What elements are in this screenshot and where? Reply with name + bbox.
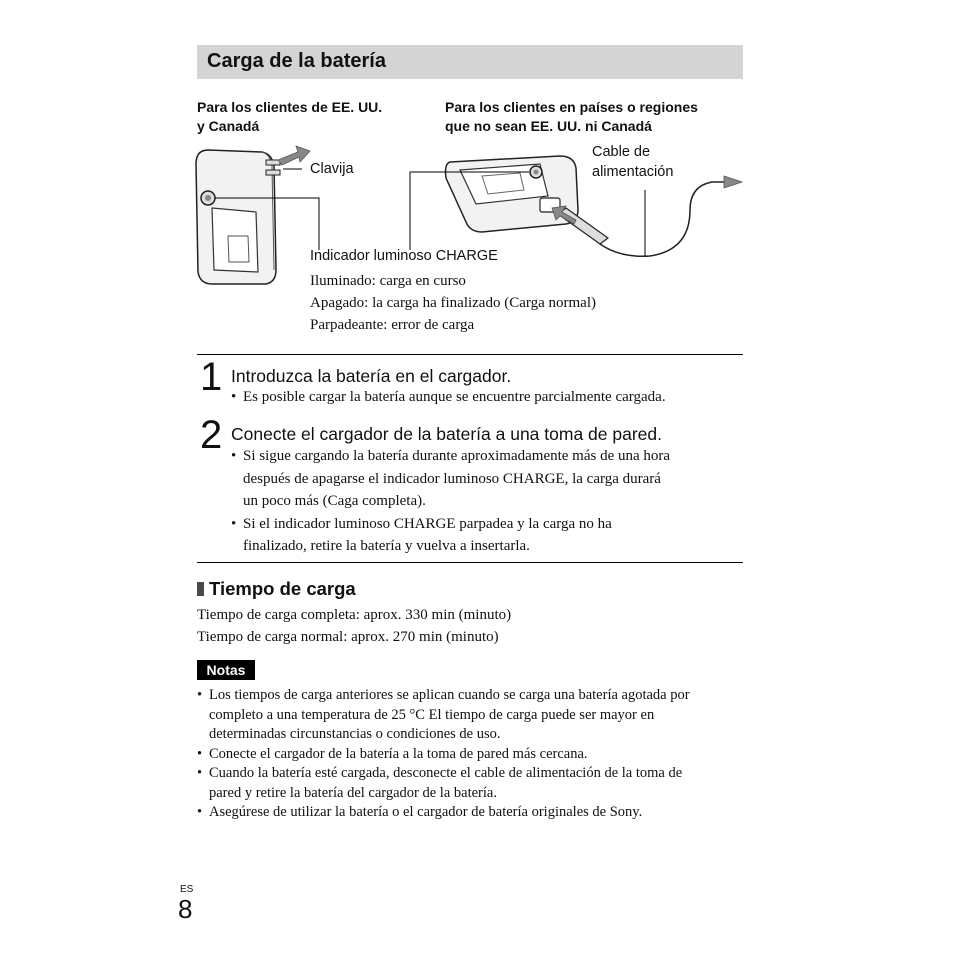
bullet-glyph: •	[231, 448, 237, 464]
page-title: Carga de la batería	[207, 50, 386, 72]
divider	[197, 562, 743, 563]
section-heading: Tiempo de carga	[209, 578, 356, 599]
charge-time-list	[197, 604, 511, 648]
note-line: determinadas circunstancias o condiciones de uso.	[209, 726, 501, 742]
bullet-text	[243, 386, 666, 409]
bullet-glyph: •	[197, 745, 203, 762]
power-cable-label-line: Cable de	[592, 144, 651, 160]
region-heading-line: Para los clientes de EE. UU.	[197, 99, 383, 115]
step-number: 2	[200, 413, 223, 457]
power-cable-label-line: alimentación	[592, 164, 674, 180]
bullet-item	[231, 513, 743, 558]
desktop-charger-icon	[410, 156, 742, 256]
bullet-line: después de apagarse el indicador luminoso CHARGE, la carga durará	[243, 470, 661, 487]
divider	[197, 354, 743, 355]
bullet-text	[243, 513, 612, 558]
note-line: completo a una temperatura de 25 °C El tiempo de carga puede ser mayor en	[209, 706, 655, 723]
bullet-glyph: •	[231, 389, 237, 405]
step-bullets	[231, 386, 743, 409]
bullet-glyph: •	[231, 515, 237, 532]
bullet-line: un poco más (Caga completa).	[243, 493, 426, 509]
bullet-glyph: •	[197, 804, 203, 820]
charge-time-line: Tiempo de carga normal: aprox. 270 min (minuto)	[197, 629, 499, 645]
bullet-text	[243, 445, 670, 513]
status-line: Apagado: la carga ha finalizado (Carga normal)	[310, 295, 596, 311]
note-item	[197, 764, 749, 803]
note-line: Conecte el cargador de la batería a la toma de pared más cercana.	[209, 745, 588, 762]
page-number: 8	[178, 894, 193, 924]
status-line: Parpadeante: error de carga	[310, 317, 475, 333]
note-text	[209, 764, 682, 803]
bullet-line: Si el indicador luminoso CHARGE parpadea y la carga no ha	[243, 515, 612, 532]
bullet-glyph: •	[197, 687, 203, 703]
note-line: Los tiempos de carga anteriores se aplican cuando se carga una batería agotada por	[209, 687, 690, 703]
wall-charger-icon	[196, 146, 319, 284]
note-line: pared y retire la batería del cargador de la batería.	[209, 784, 497, 801]
bullet-line: finalizado, retire la batería y vuelva a insertarla.	[243, 538, 530, 554]
note-text	[209, 803, 642, 823]
notes-badge: Notas	[197, 660, 255, 680]
note-text	[209, 745, 588, 765]
charge-time-line: Tiempo de carga completa: aprox. 330 min (minuto)	[197, 607, 512, 623]
note-item	[197, 803, 749, 823]
step-bullets	[231, 445, 743, 558]
status-line: Iluminado: carga en curso	[310, 273, 466, 289]
section-marker-icon	[197, 582, 204, 596]
notes-list	[197, 686, 749, 823]
bullet-line: Es posible cargar la batería aunque se encuentre parcialmente cargada.	[243, 389, 666, 405]
bullet-line: Si sigue cargando la batería durante aproximadamente más de una hora	[243, 448, 671, 464]
note-item	[197, 745, 749, 765]
indicator-status-list	[310, 270, 596, 336]
power-cable-label	[592, 142, 673, 182]
bullet-item	[231, 386, 743, 409]
bullet-glyph: •	[197, 765, 203, 781]
step-number: 1	[200, 355, 223, 399]
step-text: Introduzca la batería en el cargador.	[231, 366, 512, 386]
bullet-item	[231, 445, 743, 513]
note-line: Cuando la batería esté cargada, desconecte el cable de alimentación de la toma de	[209, 765, 683, 781]
plug-label: Clavija	[310, 161, 354, 177]
step-text: Conecte el cargador de la batería a una toma de pared.	[231, 424, 662, 444]
charge-indicator-label: Indicador luminoso CHARGE	[310, 248, 498, 264]
region-heading-line: y Canadá	[197, 118, 260, 134]
language-code: ES	[180, 884, 194, 895]
note-item	[197, 686, 749, 745]
note-text	[209, 686, 690, 745]
note-line: Asegúrese de utilizar la batería o el cargador de batería originales de Sony.	[209, 804, 643, 820]
region-heading-line: Para los clientes en países o regiones	[445, 99, 698, 115]
region-heading-line: que no sean EE. UU. ni Canadá	[445, 118, 652, 134]
